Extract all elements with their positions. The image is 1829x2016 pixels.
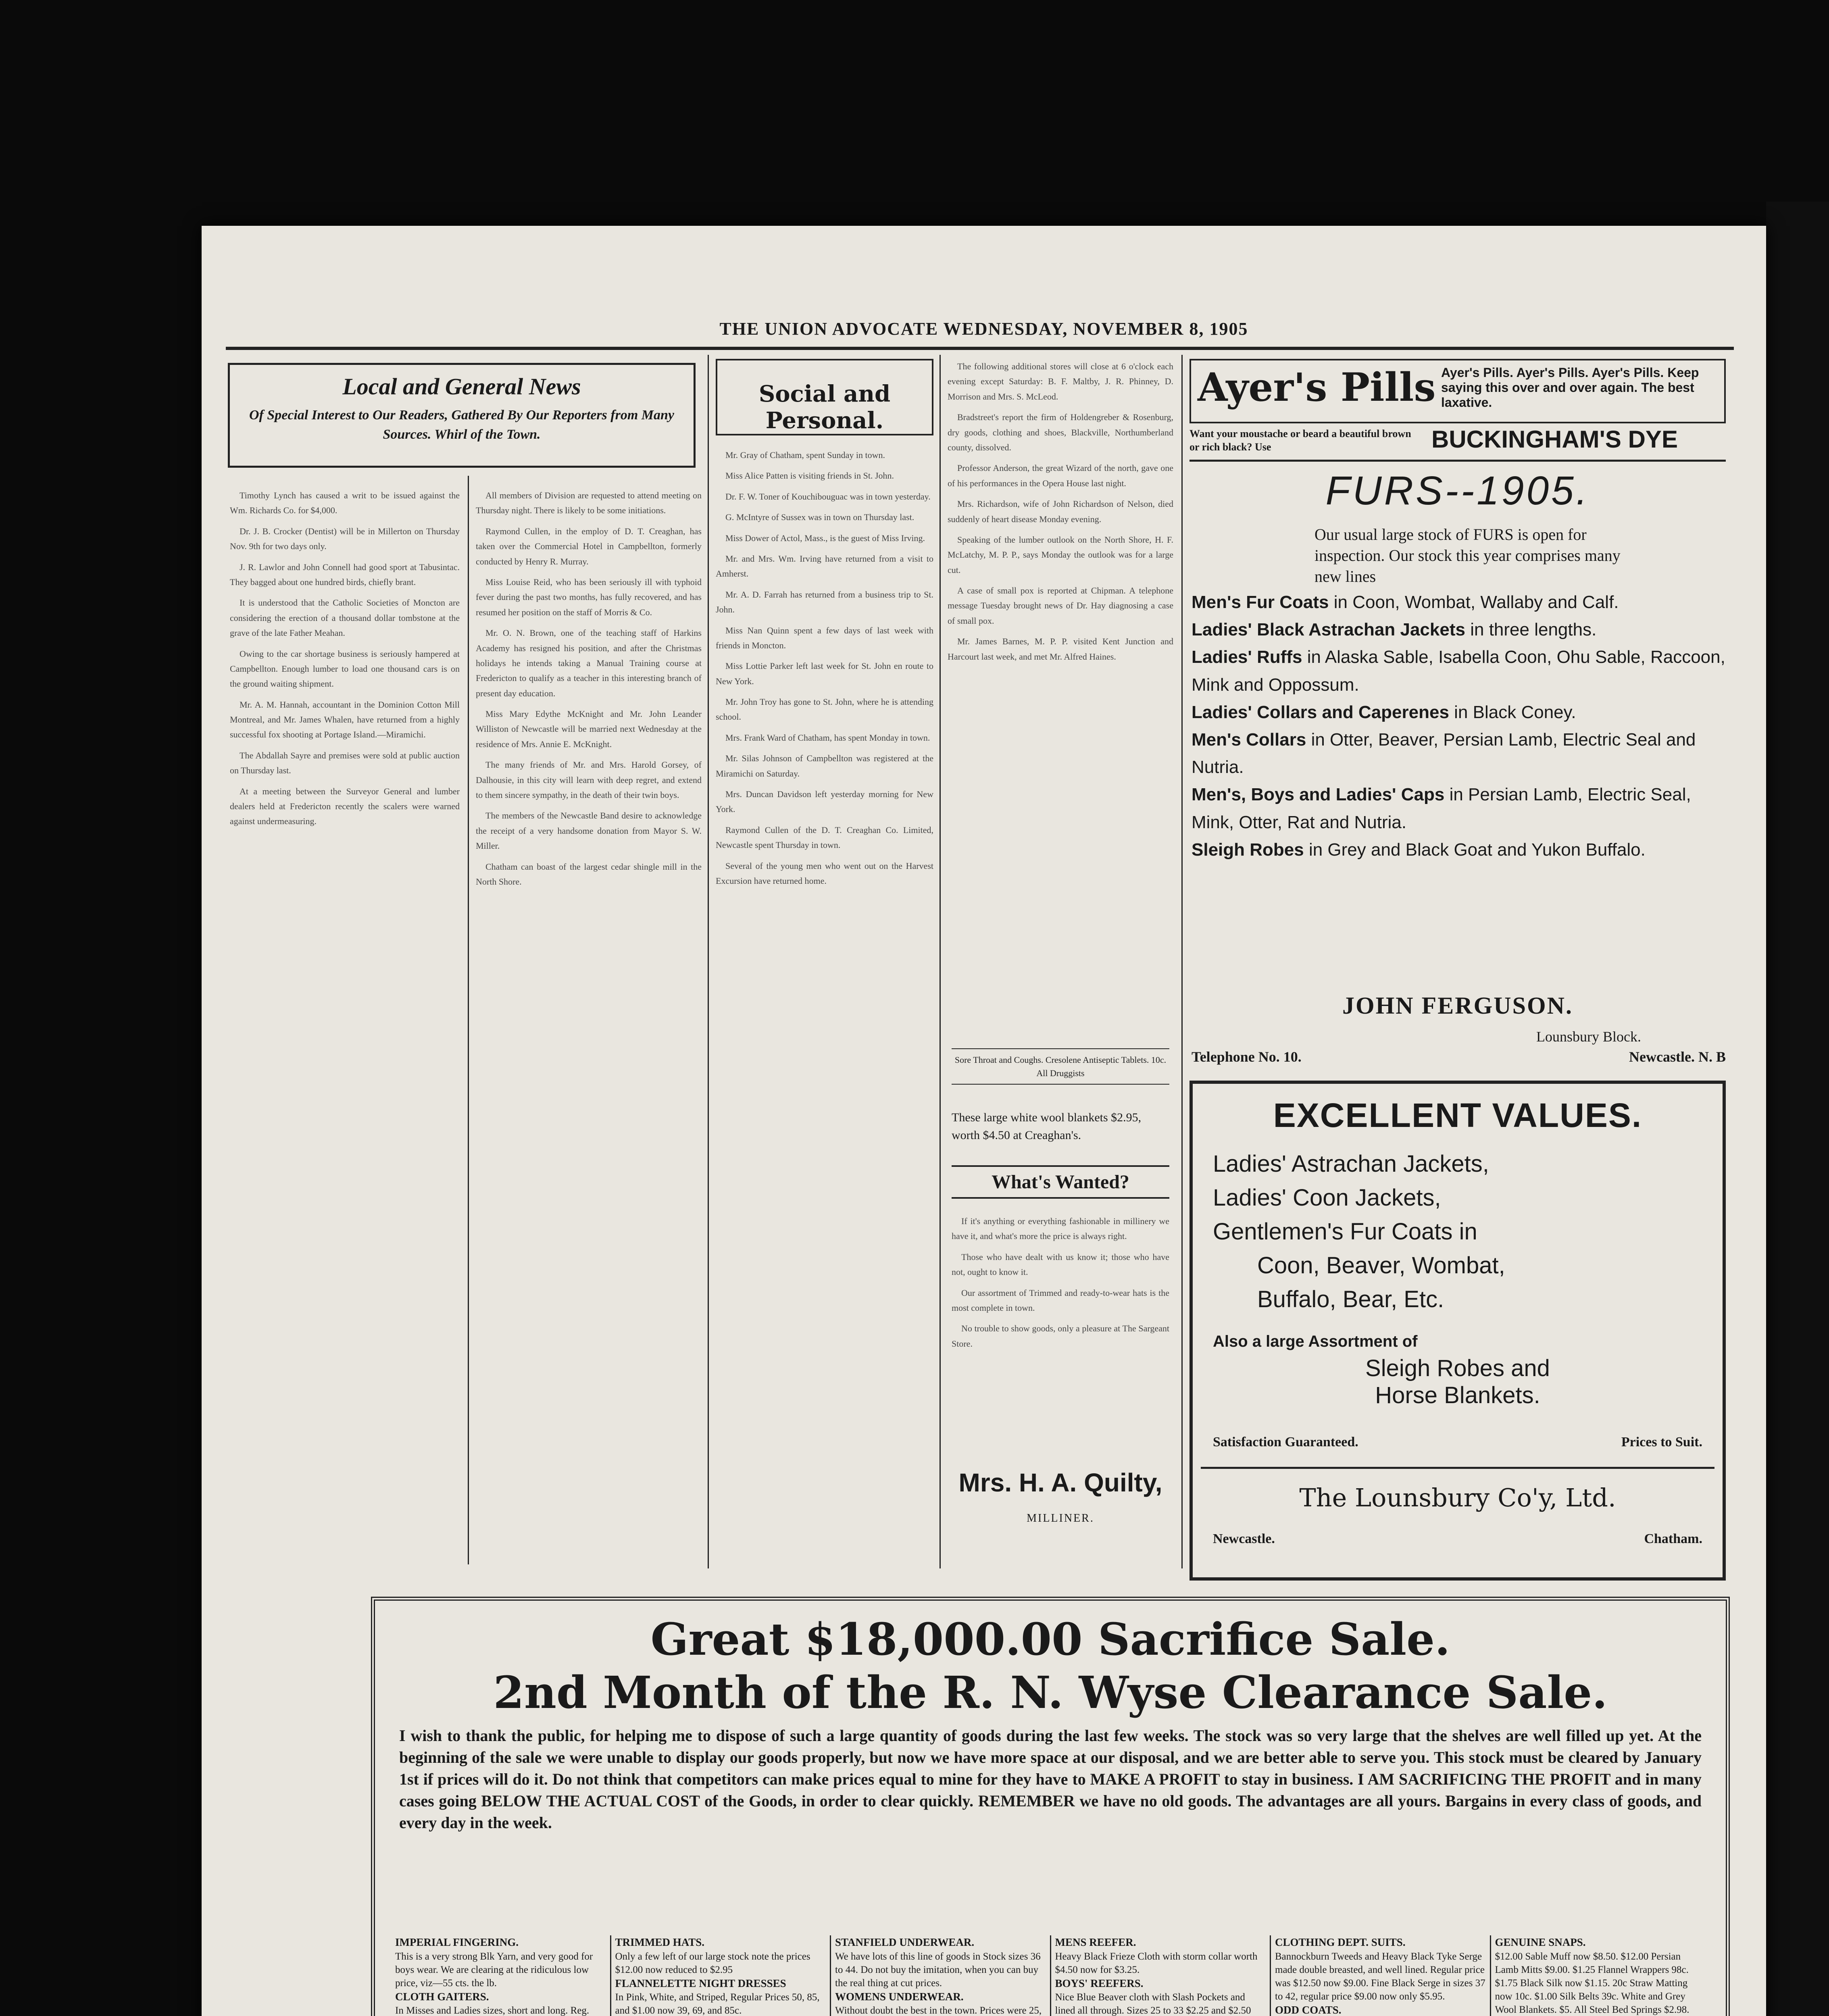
news-paragraph: The many friends of Mr. and Mrs. Harold Gorsey, of Dalhousie, in this city will learn with deep regret, and extend to them sincere sympathy, in the death of their twin boys. xyxy=(476,760,702,800)
scan-edge xyxy=(1766,202,1829,2016)
lounsbury-ad xyxy=(1189,1081,1726,1581)
sale-item-heading: BOYS' REEFERS. xyxy=(1055,1977,1144,1989)
news-paragraph: J. R. Lawlor and John Connell had good sport at Tabusintac. They bagged about one hundred birds, chiefly brant. xyxy=(230,562,460,587)
social-item: G. McIntyre of Sussex was in town on Thursday last. xyxy=(725,512,914,523)
values-rule xyxy=(1201,1467,1714,1469)
wanted-paragraph: Those who have dealt with us know it; those who have not, ought to know it. xyxy=(952,1252,1169,1277)
sale-headline: Great $18,000.00 Sacrifice Sale. xyxy=(650,1613,1450,1665)
news-paragraph: The Abdallah Sayre and premises were sold at public auction on Thursday last. xyxy=(230,750,460,776)
wanted-paragraph: No trouble to show goods, only a pleasure at The Sargeant Store. xyxy=(952,1323,1169,1349)
blanket-note: These large white wool blankets $2.95, worth $4.50 at Creaghan's. xyxy=(952,1111,1142,1142)
news-paragraph: Miss Louise Reid, who has been seriously ill with typhoid fever during the past two months, has fully recovered, and has resumed her position on the staff of Morris & Co. xyxy=(476,577,702,617)
fur-item: Ladies' Ruffs in Alaska Sable, Isabella Coon, Ohu Sable, Raccoon, Mink and Oppossum. xyxy=(1192,647,1725,695)
news-paragraph: Raymond Cullen, in the employ of D. T. Creaghan, has taken over the Commercial Hotel in Campbellton, formerly conducted by Henry R. Murray. xyxy=(476,526,702,566)
news-paragraph: Dr. J. B. Crocker (Dentist) will be in Millerton on Thursday Nov. 9th for two days only. xyxy=(230,526,460,552)
furs-title: FURS--1905. xyxy=(1325,468,1590,513)
social-item: Miss Lottie Parker left last week for St. John en route to New York. xyxy=(716,661,933,686)
sale-item-text: Bannockburn Tweeds and Heavy Black Tyke Serge made double breasted, and well lined. Regular price was $12.50 now $9.00. Fine Black Serge in sizes 37 to 42, regular price $9.00 now only $5.95. xyxy=(1275,1951,1485,2002)
wyse-sale-ad xyxy=(371,1597,1730,2016)
social-item: Mr. Silas Johnson of Campbellton was registered at the Miramichi on Saturday. xyxy=(716,753,933,779)
news-paragraph: It is understood that the Catholic Societies of Moncton are considering the erection of a thousand dollar tombstone at the grave of the late Father Meahan. xyxy=(230,598,460,638)
sale-grid xyxy=(391,1935,1710,2016)
social-item: Several of the young men who went out on the Harvest Excursion have returned home. xyxy=(716,860,933,886)
values-company: The Lounsbury Co'y, Ltd. xyxy=(1299,1483,1616,1512)
social-item: Miss Dower of Actol, Mass., is the guest of Miss Irving. xyxy=(725,533,925,543)
news-paragraph: Mr. James Barnes, M. P. P. visited Kent Junction and Harcourt last week, and met Mr. Alfred Haines. xyxy=(948,636,1173,662)
sale-column xyxy=(1270,1935,1490,2016)
news-paragraph: At a meeting between the Surveyor General and lumber dealers held at Fredericton recently the scalers were warned against undermeasuring. xyxy=(230,786,460,827)
furs-intro: Our usual large stock of FURS is open for inspection. Our stock this year comprises many new lines xyxy=(1314,525,1621,585)
cresolene-ad: Sore Throat and Coughs. Cresolene Antiseptic Tablets. 10c. All Druggists xyxy=(952,1048,1169,1085)
sale-item-text: Only a few left of our large stock note the prices $12.00 now reduced to $2.95 xyxy=(615,1951,810,1975)
sale-subheadline: 2nd Month of the R. N. Wyse Clearance Sale. xyxy=(493,1666,1608,1718)
masthead: THE UNION ADVOCATE WEDNESDAY, NOVEMBER 8, 1905 xyxy=(719,319,1248,339)
social-item: Miss Nan Quinn spent a few days of last week with friends in Moncton. xyxy=(716,625,933,650)
wanted-paragraph: Our assortment of Trimmed and ready-to-wear hats is the most complete in town. xyxy=(952,1287,1169,1313)
local-news-subtitle: Of Special Interest to Our Readers, Gathered By Our Reporters from Many Sources. Whirl of the Town. xyxy=(249,408,675,442)
sale-item-text: Nice Blue Beaver cloth with Slash Pockets and lined all through. Sizes 25 to 33 $2.25 and $2.50 xyxy=(1055,1992,1251,2016)
ad-rule xyxy=(1189,460,1726,462)
social-title: Social and Personal. xyxy=(758,381,891,434)
values-line: Coon, Beaver, Wombat, xyxy=(1257,1252,1505,1279)
fur-item: Men's, Boys and Ladies' Caps in Persian Lamb, Electric Seal, Mink, Otter, Rat and Nutria. xyxy=(1192,785,1691,832)
sale-item-heading: GENUINE SNAPS. xyxy=(1495,1936,1586,1948)
local-news-column xyxy=(230,488,460,1568)
news-paragraph: Owing to the car shortage business is seriously hampered at Campbellton. Enough lumber to load one thousand cars is on the ground waiting shipment. xyxy=(230,648,460,689)
sale-column xyxy=(830,1935,1050,2016)
news-paragraph: A case of small pox is reported at Chipman. A telephone message Tuesday brought news of Dr. Hay diagnosing a case of small pox. xyxy=(948,585,1173,626)
social-item: Mrs. Duncan Davidson left yesterday morning for New York. xyxy=(716,789,933,814)
values-line: Buffalo, Bear, Etc. xyxy=(1257,1286,1444,1313)
sale-item-text: This is a very strong Blk Yarn, and very good for boys wear. We are clearing at the ridiculous low price, viz—55 cts. the lb. xyxy=(395,1951,593,1989)
ferguson-name: JOHN FERGUSON. xyxy=(1342,992,1573,1019)
sale-item-text: In Misses and Ladies sizes, short and long. Reg. xyxy=(395,2005,590,2016)
news-paragraph: Speaking of the lumber outlook on the North Shore, H. F. McLatchy, M. P. P., says Monday the outlook was for a large cut. xyxy=(948,534,1173,575)
newspaper-page xyxy=(202,226,1766,2016)
values-list xyxy=(1213,1147,1723,1316)
wanted-column xyxy=(952,1214,1169,1439)
values-newcastle: Newcastle. xyxy=(1213,1531,1275,1546)
values-blankets: Horse Blankets. xyxy=(1375,1382,1540,1409)
news-paragraph: Mr. A. M. Hannah, accountant in the Dominion Cotton Mill Montreal, and Mr. James Whalen, have returned from a highly successful fox shooting at Portage Island.—Miramichi. xyxy=(230,699,460,740)
ayers-slogan: Ayer's Pills. Ayer's Pills. Ayer's Pills. Keep saying this over and over again. The best laxative. xyxy=(1441,365,1699,410)
social-column xyxy=(716,448,933,1568)
social-item: Raymond Cullen of the D. T. Creaghan Co. Limited, Newcastle spent Thursday in town. xyxy=(716,825,933,850)
column-rule xyxy=(1181,355,1183,1568)
social-item: Mr. and Mrs. Wm. Irving have returned from a visit to Amherst. xyxy=(716,553,933,579)
dye-brand: BUCKINGHAM'S DYE xyxy=(1431,426,1678,453)
fur-item: Men's Fur Coats in Coon, Wombat, Wallaby and Calf. xyxy=(1192,592,1619,612)
social-item: Dr. F. W. Toner of Kouchibouguac was in town yesterday. xyxy=(725,491,931,502)
values-satisfaction: Satisfaction Guaranteed. xyxy=(1213,1435,1358,1450)
ferguson-town: Newcastle. N. B xyxy=(1629,1049,1726,1065)
sale-item-text: Without doubt the best in the town. Prices were 25, xyxy=(835,2005,1042,2016)
news-column-4 xyxy=(948,359,1173,1036)
ferguson-phone: Telephone No. 10. xyxy=(1192,1049,1302,1065)
sale-item-heading: STANFIELD UNDERWEAR. xyxy=(835,1936,975,1948)
fur-item: Ladies' Collars and Caperenes in Black Coney. xyxy=(1192,702,1576,722)
sale-item-text: Heavy Black Frieze Cloth with storm collar worth $4.50 now for $3.25. xyxy=(1055,1951,1258,1975)
news-paragraph: Miss Mary Edythe McKnight and Mr. John Leander Williston of Newcastle will be married next Wednesday at the residence of Mrs. Annie E. McKnight. xyxy=(476,709,702,749)
sale-column xyxy=(1050,1935,1270,2016)
masthead-rule xyxy=(226,347,1734,350)
sale-item-heading: CLOTH GAITERS. xyxy=(395,1990,489,2003)
sale-item-heading: IMPERIAL FINGERING. xyxy=(395,1936,519,1948)
news-paragraph: Professor Anderson, the great Wizard of the north, gave one of his performances in the Opera House last night. xyxy=(948,463,1173,488)
values-prices: Prices to Suit. xyxy=(1621,1435,1702,1450)
scan-blemish xyxy=(1016,101,1266,117)
local-news-header xyxy=(228,363,696,468)
local-news-title: Local and General News xyxy=(342,373,581,400)
social-item: Miss Alice Patten is visiting friends in St. John. xyxy=(725,471,894,481)
social-item: Mrs. Frank Ward of Chatham, has spent Monday in town. xyxy=(725,732,930,743)
sale-item-heading: WOMENS UNDERWEAR. xyxy=(835,1990,964,2003)
values-line: Ladies' Coon Jackets, xyxy=(1213,1185,1441,1211)
ayers-ad xyxy=(1189,359,1726,423)
sale-item-text: In Pink, White, and Striped, Regular Prices 50, 85, and $1.00 now 39, 69, and 85c. xyxy=(615,1992,820,2016)
news-paragraph: Chatham can boast of the largest cedar shingle mill in the North Shore. xyxy=(476,861,702,887)
fur-item: Ladies' Black Astrachan Jackets in three lengths. xyxy=(1192,620,1597,640)
sale-column xyxy=(610,1935,830,2016)
news-paragraph: Bradstreet's report the firm of Holdengreber & Rosenburg, dry goods, clothing and shoes, Blackville, Northumberland county, dissolved. xyxy=(948,412,1173,452)
sale-item-heading: TRIMMED HATS. xyxy=(615,1936,705,1948)
sale-item-text: $12.00 Sable Muff now $8.50. $12.00 Persian Lamb Mitts $9.00. $1.25 Flannel Wrappers 98c. $1.75 Black Silk now $1.15. 20c Straw Matting now 10c. $1.00 Silk Belts 39c. White and Grey Wool Blankets. $5. All Steel Bed Springs $2.98. xyxy=(1495,1951,1689,2015)
social-item: Mr. Gray of Chatham, spent Sunday in town. xyxy=(725,450,885,460)
values-also: Also a large Assortment of xyxy=(1213,1333,1418,1351)
news-paragraph: The members of the Newcastle Band desire to acknowledge the receipt of a very handsome donation from Mayor S. W. Miller. xyxy=(476,810,702,851)
news-paragraph: Mrs. Richardson, wife of John Richardson of Nelson, died suddenly of heart disease Monday evening. xyxy=(948,499,1173,524)
sale-column xyxy=(1490,1935,1710,2016)
values-robes: Sleigh Robes and xyxy=(1365,1355,1550,1382)
column-rule xyxy=(708,355,709,1568)
column-rule xyxy=(939,355,941,1568)
sale-item-heading: FLANNELETTE NIGHT DRESSES xyxy=(615,1977,786,1989)
sale-item-heading: ODD COATS. xyxy=(1275,2004,1342,2016)
sale-intro: I wish to thank the public, for helping me to dispose of such a large quantity of goods during the last few weeks. The stock was so very large that the shelves are well filled up yet. At the beginning of the sale we were unable to display our goods properly, but now we have more space at our disposal, and we are better able to serve you. This stock must be cleared by January 1st if prices will do it. Do not think that competitors can make prices equal to mine for they have to MAKE A PROFIT to stay in business. I AM SACRIFICING THE PROFIT and in many cases going BELOW THE ACTUAL COST of the Goods, in order to clear quickly. REMEMBER we have no old goods. The advantages are all yours. Bargains in every class of goods, and every day in the week. xyxy=(399,1727,1702,1832)
furs-list xyxy=(1192,589,1728,864)
values-line: Gentlemen's Fur Coats in xyxy=(1213,1218,1477,1245)
quilty-name: Mrs. H. A. Quilty, xyxy=(958,1468,1162,1497)
fur-item: Sleigh Robes in Grey and Black Goat and Yukon Buffalo. xyxy=(1192,839,1646,860)
wanted-title: What's Wanted? xyxy=(952,1165,1169,1199)
sale-item-heading: MENS REEFER. xyxy=(1055,1936,1136,1948)
column-rule xyxy=(468,476,469,1564)
sale-item-text: We have lots of this line of goods in Stock sizes 36 to 44. Do not buy the imitation, when you can buy the real thing at cut prices. xyxy=(835,1951,1041,1989)
values-title: EXCELLENT VALUES. xyxy=(1273,1096,1642,1134)
social-header xyxy=(716,359,933,435)
ferguson-block: Lounsbury Block. xyxy=(1536,1029,1641,1045)
news-paragraph: All members of Division are requested to attend meeting on Thursday night. There is likely to be some initiations. xyxy=(476,490,702,516)
values-line: Ladies' Astrachan Jackets, xyxy=(1213,1151,1489,1177)
social-item: Mr. John Troy has gone to St. John, where he is attending school. xyxy=(716,697,933,722)
social-item: Mr. A. D. Farrah has returned from a business trip to St. John. xyxy=(716,589,933,615)
ayers-brand: Ayer's Pills xyxy=(1198,364,1436,410)
milliner-label: MILLINER. xyxy=(1027,1512,1094,1524)
values-chatham: Chatham. xyxy=(1644,1531,1702,1546)
sale-column xyxy=(391,1935,610,2016)
fur-item: Men's Collars in Otter, Beaver, Persian Lamb, Electric Seal and Nutria. xyxy=(1192,729,1696,777)
news-paragraph: Timothy Lynch has caused a writ to be issued against the Wm. Richards Co. for $4,000. xyxy=(230,490,460,516)
news-paragraph: Mr. O. N. Brown, one of the teaching staff of Harkins Academy has resigned his position, and after the Christmas holidays he intends taking a Manual Training course at Fredericton to qualify as a teacher in this interesting branch of present day education. xyxy=(476,628,702,698)
sale-item-heading: CLOTHING DEPT. SUITS. xyxy=(1275,1936,1406,1948)
news-paragraph: The following additional stores will close at 6 o'clock each evening except Saturday: B. F. Maltby, J. R. Phinney, D. Morrison and Mrs. S. McLeod. xyxy=(948,361,1173,402)
wanted-paragraph: If it's anything or everything fashionable in millinery we have it, and what's more the price is always right. xyxy=(952,1216,1169,1241)
dye-prompt: Want your moustache or beard a beautiful brown or rich black? Use xyxy=(1189,428,1411,453)
news-column-2 xyxy=(476,488,702,1568)
